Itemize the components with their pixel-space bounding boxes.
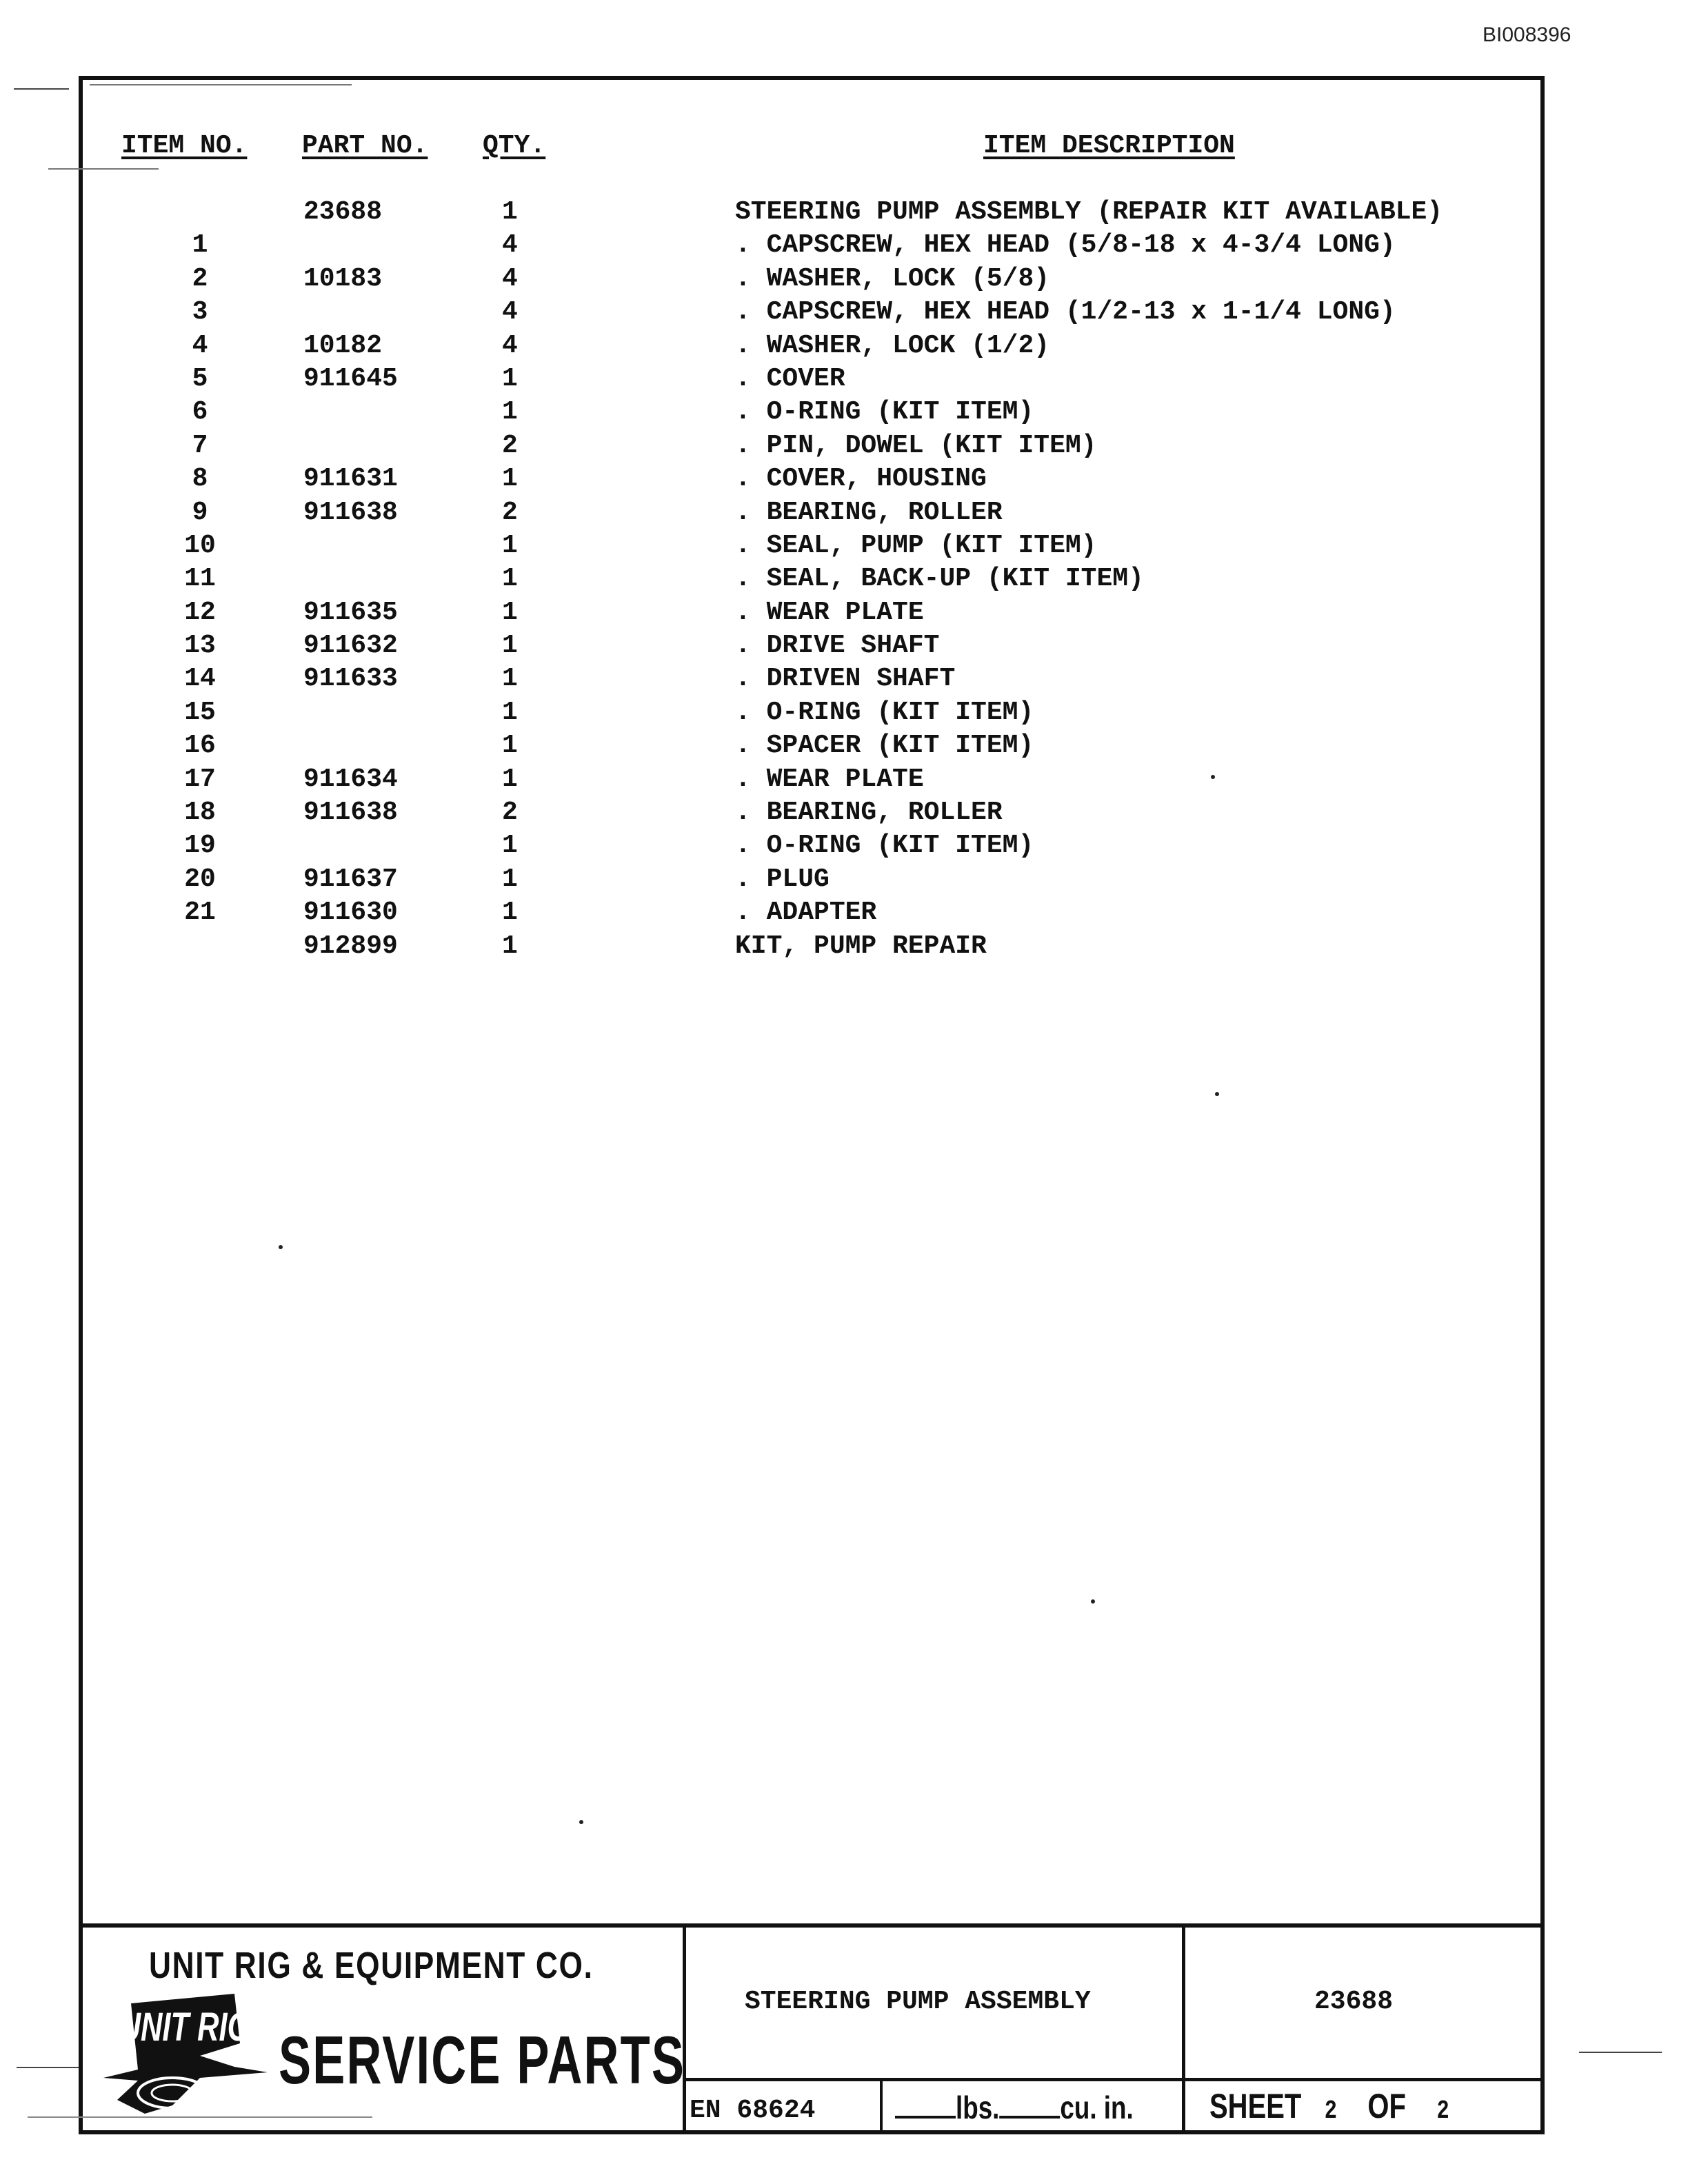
header-item-no: ITEM NO.: [121, 131, 248, 161]
cu-in-label: cu. in.: [1060, 2090, 1134, 2125]
item-no: 13: [184, 631, 216, 661]
item-description: . WEAR PLATE: [735, 597, 924, 627]
item-no: 18: [184, 798, 216, 828]
title-block-divider: [1182, 1928, 1185, 2134]
qty: 1: [502, 597, 518, 627]
item-description: . BEARING, ROLLER: [735, 497, 1003, 527]
qty: 1: [502, 697, 518, 727]
item-no: 12: [184, 597, 216, 627]
scan-speck: [579, 1820, 583, 1824]
part-no: 911635: [303, 597, 398, 627]
part-no: 911638: [303, 497, 398, 527]
part-no: 911634: [303, 764, 398, 794]
item-description: . WASHER, LOCK (1/2): [735, 330, 1050, 361]
part-no: 10182: [303, 330, 383, 361]
service-parts-label: SERVICE PARTS: [279, 2022, 686, 2098]
qty: 1: [502, 564, 518, 594]
title-block-divider: [880, 2078, 883, 2134]
qty: 4: [502, 263, 518, 294]
table-row: [0, 664, 1688, 697]
table-row: [0, 264, 1688, 297]
qty: 1: [502, 363, 518, 394]
item-description: . COVER, HOUSING: [735, 464, 987, 494]
qty: 1: [502, 831, 518, 861]
table-row: [0, 931, 1688, 964]
table-row: [0, 765, 1688, 798]
item-no: 8: [192, 464, 208, 494]
table-row: [0, 831, 1688, 864]
part-no: 911631: [303, 464, 398, 494]
company-name: UNIT RIG & EQUIPMENT CO.: [149, 1945, 594, 1986]
sheet-total: 2: [1436, 2096, 1449, 2126]
table-row: [0, 297, 1688, 330]
qty: 1: [502, 664, 518, 694]
scan-mark: [90, 84, 352, 85]
item-no: 4: [192, 330, 208, 361]
item-description: . DRIVEN SHAFT: [735, 664, 956, 694]
header-item-description: ITEM DESCRIPTION: [983, 131, 1235, 161]
qty: 1: [502, 631, 518, 661]
scan-mark: [17, 2067, 79, 2068]
qty: 1: [502, 898, 518, 928]
qty: 1: [502, 464, 518, 494]
part-no: 23688: [303, 197, 383, 227]
item-no: 7: [192, 430, 208, 461]
unit-rig-logo: [97, 1990, 276, 2121]
scan-speck: [1215, 1092, 1219, 1096]
scan-speck: [1091, 1599, 1095, 1604]
qty: 1: [502, 530, 518, 560]
item-no: 1: [192, 230, 208, 261]
table-row: [0, 331, 1688, 364]
title-block-divider: [683, 2078, 1540, 2081]
part-no: 10183: [303, 263, 383, 294]
qty: 4: [502, 297, 518, 327]
part-no: 911632: [303, 631, 398, 661]
item-description: . BEARING, ROLLER: [735, 798, 1003, 828]
item-no: 20: [184, 864, 216, 894]
item-description: . WEAR PLATE: [735, 764, 924, 794]
qty: 2: [502, 798, 518, 828]
qty: 1: [502, 931, 518, 961]
item-description: . WASHER, LOCK (5/8): [735, 263, 1050, 294]
logo-text: UNIT RIG: [119, 2004, 251, 2050]
item-no: 2: [192, 263, 208, 294]
sheet-label: SHEET: [1209, 2087, 1302, 2125]
parts-list: [0, 197, 1688, 964]
scan-mark: [1579, 2052, 1662, 2053]
item-no: 9: [192, 497, 208, 527]
lbs-label: lbs.: [956, 2090, 1000, 2125]
assembly-number: 23688: [1314, 1987, 1394, 2016]
item-description: . O-RING (KIT ITEM): [735, 831, 1034, 861]
table-row: [0, 397, 1688, 430]
scan-mark: [14, 88, 69, 90]
item-description: . O-RING (KIT ITEM): [735, 397, 1034, 427]
table-row: [0, 865, 1688, 898]
of-label: OF: [1367, 2087, 1406, 2125]
table-row: [0, 698, 1688, 731]
item-description: . O-RING (KIT ITEM): [735, 697, 1034, 727]
item-description: KIT, PUMP REPAIR: [735, 931, 987, 961]
qty: 4: [502, 330, 518, 361]
table-row: [0, 464, 1688, 497]
table-row: [0, 498, 1688, 531]
item-no: 5: [192, 363, 208, 394]
item-no: 10: [184, 530, 216, 560]
qty: 1: [502, 397, 518, 427]
part-no: 911633: [303, 664, 398, 694]
item-no: 3: [192, 297, 208, 327]
item-no: 17: [184, 764, 216, 794]
item-no: 11: [184, 564, 216, 594]
table-row: [0, 230, 1688, 263]
item-description: . PIN, DOWEL (KIT ITEM): [735, 430, 1097, 461]
qty: 4: [502, 230, 518, 261]
table-row: [0, 197, 1688, 230]
item-description: . SEAL, PUMP (KIT ITEM): [735, 530, 1097, 560]
document-id: BI008396: [1483, 23, 1571, 46]
part-no: 912899: [303, 931, 398, 961]
qty: 1: [502, 197, 518, 227]
assembly-title: STEERING PUMP ASSEMBLY: [745, 1987, 1091, 2016]
table-row: [0, 798, 1688, 831]
scan-speck: [279, 1245, 283, 1249]
item-description: . PLUG: [735, 864, 830, 894]
item-description: . SPACER (KIT ITEM): [735, 731, 1034, 761]
part-no: 911637: [303, 864, 398, 894]
title-block: [83, 1923, 1540, 2134]
item-description: STEERING PUMP ASSEMBLY (REPAIR KIT AVAILABLE): [735, 197, 1443, 227]
item-no: 16: [184, 731, 216, 761]
item-description: . DRIVE SHAFT: [735, 631, 940, 661]
item-description: . CAPSCREW, HEX HEAD (5/8-18 x 4-3/4 LONG): [735, 230, 1396, 261]
qty: 1: [502, 864, 518, 894]
part-no: 911638: [303, 798, 398, 828]
header-qty: QTY.: [483, 131, 546, 161]
item-description: . ADAPTER: [735, 898, 877, 928]
item-no: 14: [184, 664, 216, 694]
item-no: 19: [184, 831, 216, 861]
header-part-no: PART NO.: [302, 131, 428, 161]
qty: 1: [502, 731, 518, 761]
item-description: . COVER: [735, 363, 845, 394]
item-no: 21: [184, 898, 216, 928]
qty: 2: [502, 430, 518, 461]
table-row: [0, 564, 1688, 597]
qty: 2: [502, 497, 518, 527]
sheet-number: 2: [1324, 2096, 1337, 2126]
weight-blank: [895, 2095, 956, 2119]
table-row: [0, 731, 1688, 764]
table-row: [0, 631, 1688, 664]
item-no: 15: [184, 697, 216, 727]
item-no: 6: [192, 397, 208, 427]
weight-volume: [895, 2089, 1134, 2126]
item-description: . CAPSCREW, HEX HEAD (1/2-13 x 1-1/4 LONG): [735, 297, 1396, 327]
part-no: 911645: [303, 363, 398, 394]
item-description: . SEAL, BACK-UP (KIT ITEM): [735, 564, 1144, 594]
scan-mark: [48, 168, 159, 170]
sheet-info: [1209, 2086, 1449, 2126]
volume-blank: [999, 2095, 1060, 2119]
qty: 1: [502, 764, 518, 794]
engineering-number: EN 68624: [690, 2096, 816, 2125]
table-row: [0, 598, 1688, 631]
table-row: [0, 431, 1688, 464]
table-row: [0, 531, 1688, 564]
part-no: 911630: [303, 898, 398, 928]
table-row: [0, 364, 1688, 397]
table-row: [0, 898, 1688, 931]
